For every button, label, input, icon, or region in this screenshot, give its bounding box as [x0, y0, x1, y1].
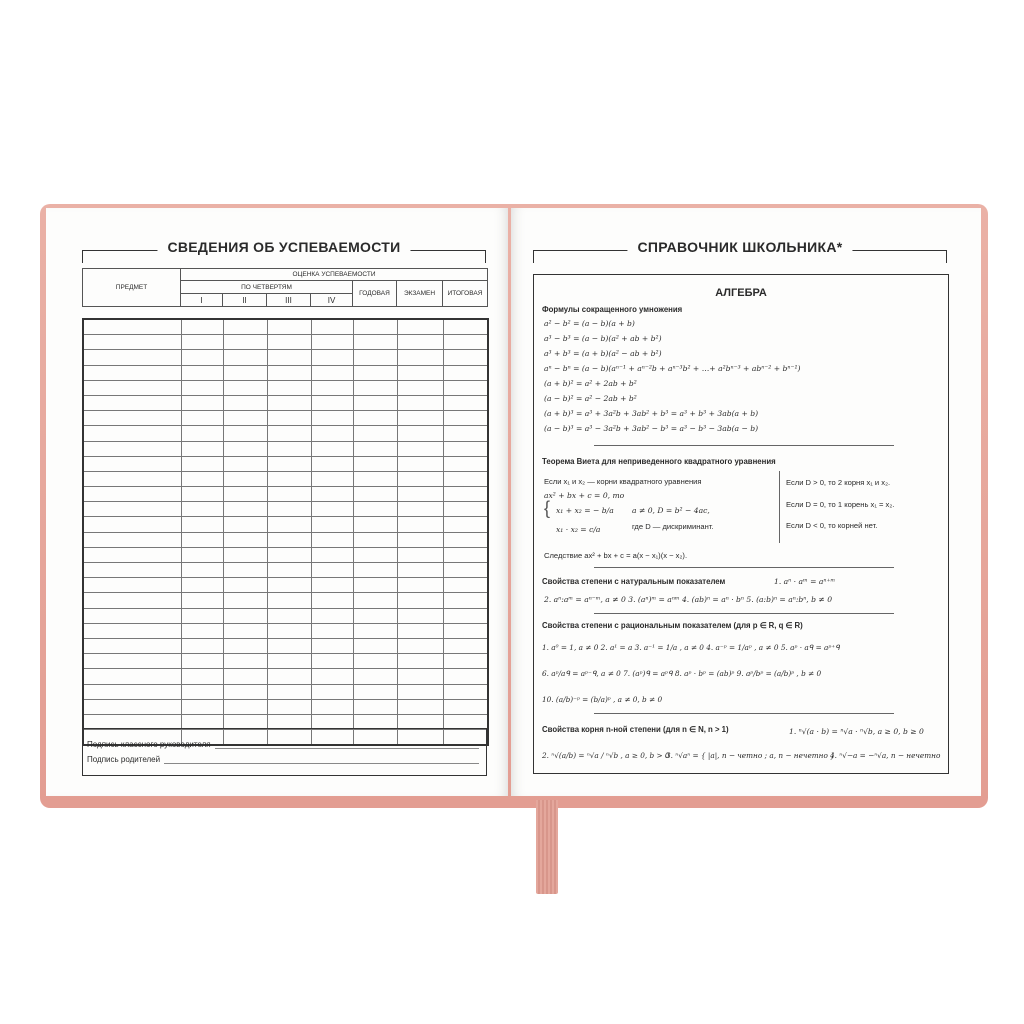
grade-cell[interactable]: [311, 669, 353, 684]
grade-cell[interactable]: [267, 350, 311, 365]
grade-cell[interactable]: [223, 547, 267, 562]
grade-cell[interactable]: [181, 547, 223, 562]
grade-cell[interactable]: [311, 456, 353, 471]
grade-cell[interactable]: [443, 638, 488, 653]
grade-cell[interactable]: [311, 426, 353, 441]
grade-cell[interactable]: [353, 471, 397, 486]
grade-cell[interactable]: [223, 471, 267, 486]
formula: a³ − b³ = (a − b)(a² + ab + b²): [544, 334, 662, 343]
grade-cell[interactable]: [83, 365, 181, 380]
left-page-header: [82, 239, 486, 263]
grade-cell[interactable]: [397, 426, 443, 441]
grade-cell[interactable]: [223, 563, 267, 578]
grade-cell[interactable]: [181, 669, 223, 684]
grade-cell[interactable]: [311, 350, 353, 365]
grade-cell[interactable]: [443, 365, 488, 380]
divider: [594, 445, 894, 446]
grade-cell[interactable]: [83, 684, 181, 699]
grade-cell[interactable]: [267, 426, 311, 441]
section-title: Свойства степени с натуральным показателем: [542, 577, 726, 586]
grade-cell[interactable]: [443, 350, 488, 365]
vieta-text: Если x₁ и x₂ — корни квадратного уравнения: [544, 477, 702, 486]
grade-cell[interactable]: [311, 654, 353, 669]
grade-cell[interactable]: [267, 669, 311, 684]
left-page: [46, 208, 508, 796]
grade-cell[interactable]: [353, 532, 397, 547]
parents-signature-line[interactable]: [164, 755, 479, 764]
formula: 10. (a/b)⁻ᵖ = (b/a)ᵖ , a ≠ 0, b ≠ 0: [542, 695, 663, 704]
grade-cell[interactable]: [267, 517, 311, 532]
section-title: Свойства корня n-ной степени (для n ∈ N, n > 1): [542, 725, 729, 734]
grade-cell[interactable]: [311, 411, 353, 426]
grade-cell[interactable]: [223, 654, 267, 669]
formula: 6. aᵖ/aᑫ = aᵖ⁻ᑫ, a ≠ 0 7. (aᵖ)ᑫ = aᵖᑫ 8. aᵖ · bᵖ = (ab)ᵖ 9. aᵖ/bᵖ = (a/b)ᵖ , b ≠ 0: [542, 669, 822, 678]
grades-grid[interactable]: [82, 318, 489, 746]
formula: 1. ⁿ√(a · b) = ⁿ√a · ⁿ√b, a ≥ 0, b ≥ 0: [789, 727, 924, 736]
grade-cell[interactable]: [181, 471, 223, 486]
grade-cell[interactable]: [223, 608, 267, 623]
page-title: СВЕДЕНИЯ ОБ УСПЕВАЕМОСТИ: [157, 239, 410, 255]
grade-cell[interactable]: [311, 335, 353, 350]
grade-cell[interactable]: [223, 335, 267, 350]
quarter-1-header: I: [181, 294, 223, 307]
grade-cell[interactable]: [267, 593, 311, 608]
grade-cell[interactable]: [181, 578, 223, 593]
grade-cell[interactable]: [311, 623, 353, 638]
grades-row: [83, 456, 488, 471]
quarter-4-header: IV: [311, 294, 353, 307]
grade-cell[interactable]: [181, 608, 223, 623]
grade-cell[interactable]: [83, 350, 181, 365]
grade-cell[interactable]: [443, 319, 488, 335]
grade-cell[interactable]: [223, 441, 267, 456]
grade-cell[interactable]: [223, 669, 267, 684]
grade-cell[interactable]: [267, 487, 311, 502]
grade-cell[interactable]: [267, 395, 311, 410]
grade-cell[interactable]: [223, 684, 267, 699]
grade-cell[interactable]: [267, 532, 311, 547]
grades-row: [83, 547, 488, 562]
formula: (a − b)² = a² − 2ab + b²: [544, 394, 637, 403]
grade-cell[interactable]: [353, 578, 397, 593]
grade-cell[interactable]: [397, 365, 443, 380]
grade-cell[interactable]: [267, 608, 311, 623]
grade-cell[interactable]: [83, 517, 181, 532]
grades-header-table: [82, 268, 488, 307]
grade-cell[interactable]: [267, 502, 311, 517]
grade-cell[interactable]: [223, 365, 267, 380]
bookmark-ribbon[interactable]: [536, 800, 558, 894]
grade-cell[interactable]: [443, 669, 488, 684]
grade-cell[interactable]: [83, 608, 181, 623]
grade-cell[interactable]: [397, 502, 443, 517]
grades-header: ОЦЕНКА УСПЕВАЕМОСТИ: [181, 269, 488, 281]
grade-cell[interactable]: [353, 487, 397, 502]
grade-cell[interactable]: [83, 502, 181, 517]
grade-cell[interactable]: [267, 380, 311, 395]
grade-cell[interactable]: [353, 638, 397, 653]
grade-cell[interactable]: [83, 487, 181, 502]
grade-cell[interactable]: [311, 319, 353, 335]
grades-row: [83, 426, 488, 441]
algebra-title: АЛГЕБРА: [715, 287, 767, 299]
grades-row: [83, 684, 488, 699]
grade-cell[interactable]: [223, 350, 267, 365]
formula: 4. ⁿ√−a = −ⁿ√a, n − нечетно: [830, 751, 941, 760]
grade-cell[interactable]: [397, 699, 443, 714]
grade-cell[interactable]: [397, 593, 443, 608]
grade-cell[interactable]: [83, 395, 181, 410]
grade-cell[interactable]: [443, 380, 488, 395]
vieta-condition: a ≠ 0, D = b² − 4ac,: [632, 506, 710, 515]
grade-cell[interactable]: [267, 547, 311, 562]
grades-row: [83, 608, 488, 623]
grade-cell[interactable]: [353, 699, 397, 714]
grade-cell[interactable]: [397, 380, 443, 395]
grade-cell[interactable]: [397, 638, 443, 653]
grade-cell[interactable]: [223, 395, 267, 410]
grade-cell[interactable]: [311, 365, 353, 380]
grades-row: [83, 638, 488, 653]
grades-row: [83, 654, 488, 669]
grade-cell[interactable]: [311, 578, 353, 593]
grade-cell[interactable]: [267, 456, 311, 471]
grade-cell[interactable]: [181, 593, 223, 608]
grades-row: [83, 623, 488, 638]
grade-cell[interactable]: [311, 608, 353, 623]
grades-row: [83, 593, 488, 608]
formula: 1. aⁿ · aᵐ = aⁿ⁺ᵐ: [774, 577, 836, 586]
grade-cell[interactable]: [223, 623, 267, 638]
grades-row: [83, 335, 488, 350]
grade-cell[interactable]: [83, 638, 181, 653]
vieta-sum: x₁ + x₂ = − b/a: [556, 506, 614, 515]
grade-cell[interactable]: [223, 593, 267, 608]
grade-cell[interactable]: [397, 547, 443, 562]
formula: 3. ⁿ√aⁿ = { |a|, n − четно ; a, n − нечетно }: [666, 751, 835, 760]
grade-cell[interactable]: [83, 563, 181, 578]
grade-cell[interactable]: [397, 563, 443, 578]
grade-cell[interactable]: [181, 335, 223, 350]
grade-cell[interactable]: [83, 426, 181, 441]
grade-cell[interactable]: [83, 319, 181, 335]
section-title: Теорема Виета для неприведенного квадратного уравнения: [542, 457, 776, 466]
grade-cell[interactable]: [267, 638, 311, 653]
grade-cell[interactable]: [267, 578, 311, 593]
grades-row: [83, 365, 488, 380]
grade-cell[interactable]: [311, 395, 353, 410]
grade-cell[interactable]: [267, 335, 311, 350]
grade-cell[interactable]: [267, 563, 311, 578]
formula: aⁿ − bⁿ = (a − b)(aⁿ⁻¹ + aⁿ⁻²b + aⁿ⁻³b² + …+ a²bⁿ⁻³ + abⁿ⁻² + bⁿ⁻¹): [544, 364, 801, 373]
grade-cell[interactable]: [397, 669, 443, 684]
grade-cell[interactable]: [397, 578, 443, 593]
discriminant-case: Если D > 0, то 2 корня x₁ и x₂.: [786, 478, 891, 487]
grade-cell[interactable]: [443, 608, 488, 623]
grade-cell[interactable]: [311, 502, 353, 517]
grade-cell[interactable]: [443, 441, 488, 456]
divider: [594, 567, 894, 568]
formula: 2. aⁿ:aᵐ = aⁿ⁻ᵐ, a ≠ 0 3. (aⁿ)ᵐ = aⁿᵐ 4. (ab)ⁿ = aⁿ · bⁿ 5. (a:b)ⁿ = aⁿ:bⁿ, b ≠ 0: [544, 595, 833, 604]
grade-cell[interactable]: [311, 547, 353, 562]
right-page: [511, 208, 981, 796]
quarter-2-header: II: [223, 294, 267, 307]
grade-cell[interactable]: [181, 365, 223, 380]
grade-cell[interactable]: [311, 684, 353, 699]
parents-signature-label: Подпись родителей: [87, 755, 161, 764]
grade-cell[interactable]: [181, 502, 223, 517]
teacher-signature-label: Подпись классного руководителя: [87, 740, 211, 749]
grade-cell[interactable]: [443, 426, 488, 441]
grades-row: [83, 395, 488, 410]
grade-cell[interactable]: [267, 699, 311, 714]
grades-row: [83, 380, 488, 395]
vieta-consequence: Следствие ax² + bx + c = a(x − x₁)(x − x₂).: [544, 551, 688, 560]
section-title: Формулы сокращенного умножения: [542, 305, 683, 314]
grade-cell[interactable]: [181, 623, 223, 638]
grade-cell[interactable]: [83, 380, 181, 395]
grade-cell[interactable]: [397, 623, 443, 638]
grade-cell[interactable]: [397, 456, 443, 471]
grade-cell[interactable]: [443, 471, 488, 486]
grades-row: [83, 441, 488, 456]
grade-cell[interactable]: [181, 699, 223, 714]
formula: a³ + b³ = (a + b)(a² − ab + b²): [544, 349, 662, 358]
grade-cell[interactable]: [223, 532, 267, 547]
grade-cell[interactable]: [397, 532, 443, 547]
grade-cell[interactable]: [443, 487, 488, 502]
grade-cell[interactable]: [223, 456, 267, 471]
grade-cell[interactable]: [267, 654, 311, 669]
grade-cell[interactable]: [267, 684, 311, 699]
grade-cell[interactable]: [443, 547, 488, 562]
grade-cell[interactable]: [267, 471, 311, 486]
formula: (a + b)³ = a³ + 3a²b + 3ab² + b³ = a³ + b³ + 3ab(a + b): [544, 409, 759, 418]
grade-cell[interactable]: [181, 350, 223, 365]
grade-cell[interactable]: [83, 578, 181, 593]
grade-cell[interactable]: [311, 593, 353, 608]
signatures-box: [82, 728, 487, 776]
grade-cell[interactable]: [443, 654, 488, 669]
grade-cell[interactable]: [397, 335, 443, 350]
grade-cell[interactable]: [353, 456, 397, 471]
subject-header: ПРЕДМЕТ: [83, 269, 181, 307]
grade-cell[interactable]: [443, 563, 488, 578]
grade-cell[interactable]: [397, 441, 443, 456]
grade-cell[interactable]: [223, 578, 267, 593]
grade-cell[interactable]: [353, 608, 397, 623]
page-title: СПРАВОЧНИК ШКОЛЬНИКА*: [627, 239, 852, 255]
grade-cell[interactable]: [353, 335, 397, 350]
grade-cell[interactable]: [311, 487, 353, 502]
grade-cell[interactable]: [223, 487, 267, 502]
divider: [594, 613, 894, 614]
formula: 1. a⁰ = 1, a ≠ 0 2. a¹ = a 3. a⁻¹ = 1/a , a ≠ 0 4. a⁻ᵖ = 1/aᵖ , a ≠ 0 5. aᵖ · aᑫ = aᵖ⁺ᑫ: [542, 643, 840, 652]
grade-cell[interactable]: [311, 471, 353, 486]
grade-cell[interactable]: [443, 335, 488, 350]
grade-cell[interactable]: [181, 441, 223, 456]
grade-cell[interactable]: [353, 593, 397, 608]
grade-cell[interactable]: [353, 502, 397, 517]
grades-row: [83, 411, 488, 426]
grade-cell[interactable]: [83, 654, 181, 669]
grade-cell[interactable]: [311, 699, 353, 714]
grades-row: [83, 487, 488, 502]
grade-cell[interactable]: [83, 547, 181, 562]
formula: (a + b)² = a² + 2ab + b²: [544, 379, 637, 388]
grade-cell[interactable]: [443, 395, 488, 410]
grade-cell[interactable]: [223, 638, 267, 653]
grade-cell[interactable]: [267, 319, 311, 335]
teacher-signature-line[interactable]: [215, 740, 479, 749]
grade-cell[interactable]: [443, 502, 488, 517]
grade-cell[interactable]: [397, 684, 443, 699]
grade-cell[interactable]: [181, 319, 223, 335]
grade-cell[interactable]: [443, 532, 488, 547]
grade-cell[interactable]: [353, 380, 397, 395]
grade-cell[interactable]: [267, 411, 311, 426]
grade-cell[interactable]: [181, 456, 223, 471]
grade-cell[interactable]: [181, 487, 223, 502]
grade-cell[interactable]: [443, 578, 488, 593]
grades-row: [83, 471, 488, 486]
quarter-3-header: III: [267, 294, 311, 307]
grades-row: [83, 350, 488, 365]
grade-cell[interactable]: [353, 654, 397, 669]
grade-cell[interactable]: [353, 517, 397, 532]
right-page-header: [533, 239, 947, 263]
grade-cell[interactable]: [311, 532, 353, 547]
grade-cell[interactable]: [83, 411, 181, 426]
grade-cell[interactable]: [181, 517, 223, 532]
grade-cell[interactable]: [311, 517, 353, 532]
grade-cell[interactable]: [443, 456, 488, 471]
grade-cell[interactable]: [181, 426, 223, 441]
grade-cell[interactable]: [353, 441, 397, 456]
grade-cell[interactable]: [267, 623, 311, 638]
grade-cell[interactable]: [83, 441, 181, 456]
grade-cell[interactable]: [397, 350, 443, 365]
grade-cell[interactable]: [443, 411, 488, 426]
final-header: ИТОГОВАЯ: [443, 281, 488, 307]
grade-cell[interactable]: [311, 563, 353, 578]
grades-row: [83, 699, 488, 714]
grade-cell[interactable]: [397, 608, 443, 623]
grade-cell[interactable]: [311, 638, 353, 653]
grade-cell[interactable]: [181, 395, 223, 410]
grade-cell[interactable]: [353, 395, 397, 410]
brace: {: [544, 498, 551, 518]
grades-row: [83, 578, 488, 593]
grade-cell[interactable]: [397, 471, 443, 486]
grades-row: [83, 669, 488, 684]
grade-cell[interactable]: [267, 441, 311, 456]
grade-cell[interactable]: [353, 623, 397, 638]
grade-cell[interactable]: [223, 426, 267, 441]
divider: [594, 713, 894, 714]
grade-cell[interactable]: [181, 532, 223, 547]
grades-row: [83, 532, 488, 547]
grade-cell[interactable]: [181, 684, 223, 699]
grade-cell[interactable]: [443, 684, 488, 699]
grade-cell[interactable]: [353, 319, 397, 335]
grade-cell[interactable]: [83, 669, 181, 684]
grade-cell[interactable]: [223, 699, 267, 714]
grades-row: [83, 502, 488, 517]
grades-row: [83, 517, 488, 532]
grade-cell[interactable]: [311, 441, 353, 456]
grade-cell[interactable]: [223, 517, 267, 532]
grade-cell[interactable]: [223, 319, 267, 335]
grade-cell[interactable]: [353, 426, 397, 441]
grade-cell[interactable]: [397, 517, 443, 532]
grade-cell[interactable]: [353, 547, 397, 562]
grade-cell[interactable]: [83, 471, 181, 486]
grade-cell[interactable]: [83, 532, 181, 547]
annual-header: ГОДОВАЯ: [353, 281, 397, 307]
grade-cell[interactable]: [353, 563, 397, 578]
quarters-header: ПО ЧЕТВЕРТЯМ: [181, 281, 353, 294]
grade-cell[interactable]: [83, 699, 181, 714]
vieta-product: x₁ · x₂ = c/a: [556, 525, 601, 534]
grade-cell[interactable]: [397, 411, 443, 426]
formula: 2. ⁿ√(a/b) = ⁿ√a / ⁿ√b , a ≥ 0, b > 0: [542, 751, 670, 760]
discriminant-case: Если D = 0, то 1 корень x₁ = x₂.: [786, 500, 895, 509]
algebra-reference-box: [533, 274, 949, 774]
grades-row: [83, 563, 488, 578]
grade-cell[interactable]: [83, 335, 181, 350]
grade-cell[interactable]: [397, 487, 443, 502]
grade-cell[interactable]: [353, 684, 397, 699]
grade-cell[interactable]: [397, 319, 443, 335]
grade-cell[interactable]: [443, 623, 488, 638]
vieta-equation: ax² + bx + c = 0, то: [544, 491, 625, 500]
exam-header: ЭКЗАМЕН: [397, 281, 443, 307]
grade-cell[interactable]: [83, 456, 181, 471]
grade-cell[interactable]: [181, 411, 223, 426]
divider: [779, 471, 780, 543]
grade-cell[interactable]: [181, 563, 223, 578]
discriminant-case: Если D < 0, то корней нет.: [786, 521, 878, 530]
grade-cell[interactable]: [181, 380, 223, 395]
grade-cell[interactable]: [353, 411, 397, 426]
grade-cell[interactable]: [443, 517, 488, 532]
grades-row: [83, 319, 488, 335]
section-title: Свойства степени с рациональным показателем (для p ∈ R, q ∈ R): [542, 621, 803, 630]
grade-cell[interactable]: [353, 365, 397, 380]
grade-cell[interactable]: [83, 593, 181, 608]
grade-cell[interactable]: [223, 411, 267, 426]
grade-cell[interactable]: [443, 699, 488, 714]
grade-cell[interactable]: [353, 350, 397, 365]
grade-cell[interactable]: [397, 395, 443, 410]
grade-cell[interactable]: [223, 380, 267, 395]
grade-cell[interactable]: [223, 502, 267, 517]
formula: (a − b)³ = a³ − 3a²b + 3ab² − b³ = a³ − b³ − 3ab(a − b): [544, 424, 759, 433]
grade-cell[interactable]: [311, 380, 353, 395]
grade-cell[interactable]: [181, 654, 223, 669]
grade-cell[interactable]: [181, 638, 223, 653]
grade-cell[interactable]: [443, 593, 488, 608]
vieta-note: где D — дискриминант.: [632, 522, 714, 531]
formula: a² − b² = (a − b)(a + b): [544, 319, 635, 328]
grade-cell[interactable]: [267, 365, 311, 380]
grade-cell[interactable]: [83, 623, 181, 638]
grade-cell[interactable]: [353, 669, 397, 684]
grade-cell[interactable]: [397, 654, 443, 669]
